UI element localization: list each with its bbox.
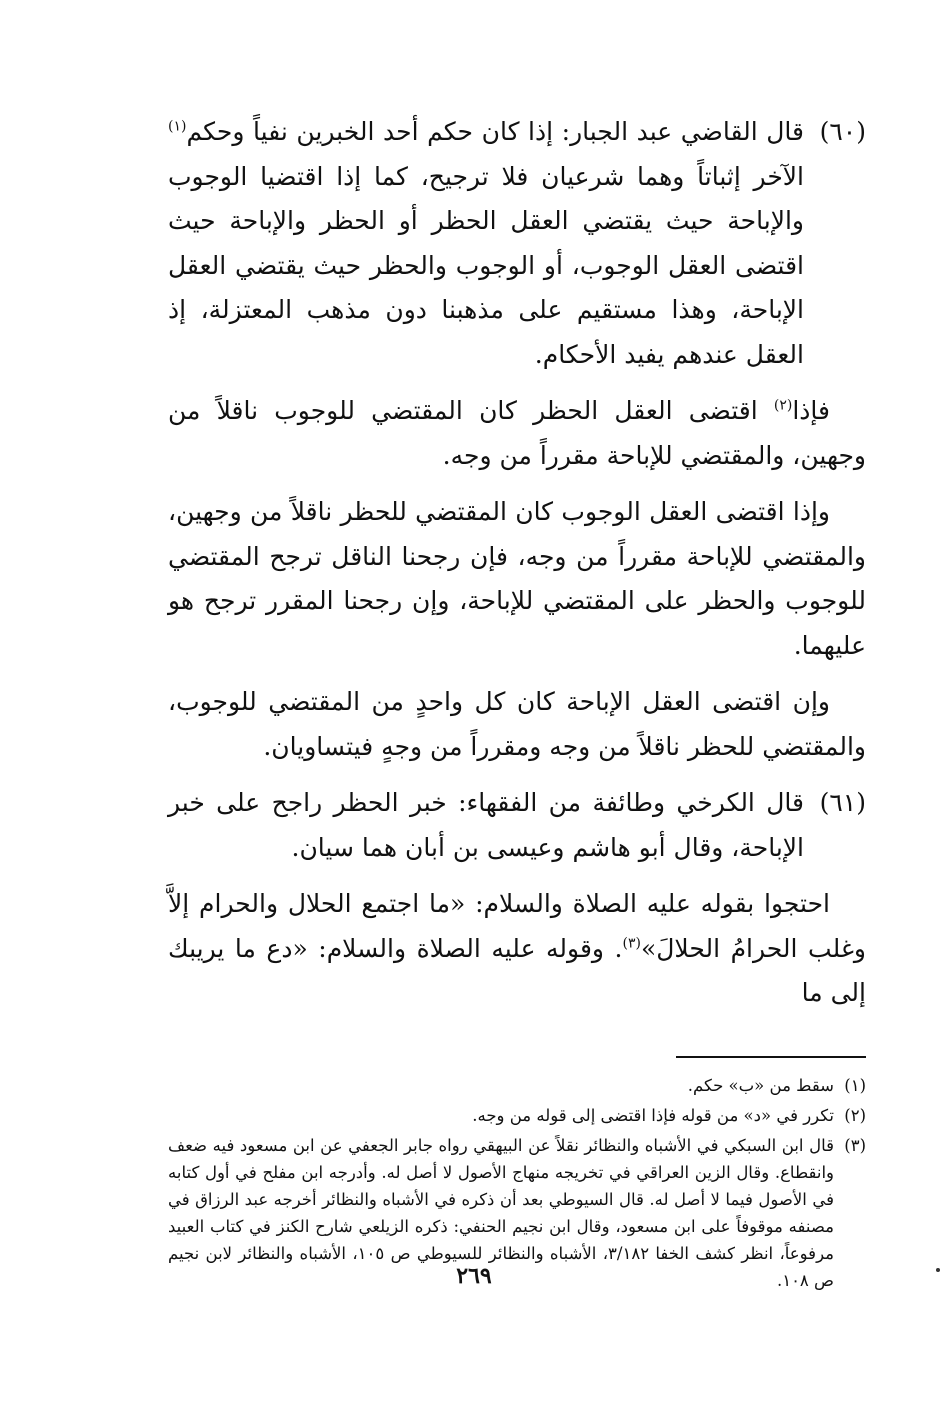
paragraph-text-continued: . وقوله عليه الصلاة والسلام: «دع ما يريبك إلى ما: [168, 933, 866, 1007]
footnote-1: [168, 1072, 866, 1099]
entry-number: (٦٠): [819, 117, 866, 146]
entry-text-continued: الآخر إثباتاً وهما شرعيان فلا ترجيح، كما إذا اقتضيا الوجوب والإباحة حيث يقتضي العقل الحظر أو الحظر والإباحة حيث اقتضى العقل الوجوب، أو الوجوب والحظر حيث يقتضي العقل الإباحة، وهذا مستقيم على مذهبنا دون مذهب المعتزلة، إذ العقل عندهم يفيد الأحكام.: [168, 161, 804, 369]
paragraph-1: [168, 389, 866, 478]
footnote-number: (٢): [844, 1105, 866, 1125]
entry-number: (٦١): [819, 788, 866, 817]
footnote-text: قال ابن السبكي في الأشباه والنظائر نقلاً عن البيهقي رواه جابر الجعفي عن ابن مسعود فيه ضعف وانقطاع. وقال الزين العراقي في تخريجه منهاج الأصول لا أصل له. وأدرجه ابن مفلح في أول كتابه في الأصول فيما لا أصل له. قال السيوطي بعد أن ذكره في الأشباه والنظائر أخرجه عبد الرزاق في مصنفه موقوفاً على ابن مسعود، وقال ابن نجيم الحنفي: ذكره الزيلعي شارح الكنز في كتاب العبيد مرفوعاً، انظر كشف الخفا ٣/١٨٢، الأشباه والنظائر للسيوطي ص ١٠٥، الأشباه والنظائر لابن نجيم ص ١٠٨.: [168, 1135, 835, 1290]
footnote-number: (٣): [844, 1135, 866, 1155]
footnote-text: تكرر في «د» من قوله فإذا اقتضى إلى قوله من وجه.: [472, 1105, 834, 1125]
footnote-number: (١): [844, 1075, 866, 1095]
footnote-separator: [676, 1056, 866, 1058]
footnote-2: [168, 1102, 866, 1129]
paragraph-text: اقتضى العقل الحظر كان المقتضي للوجوب ناقلاً من وجهين، والمقتضي للإباحة مقرراً من وجه.: [168, 396, 866, 470]
entry-60: [168, 110, 866, 377]
page-number: ٢٦٩: [456, 1263, 492, 1289]
footnote-ref[interactable]: (٣): [622, 935, 641, 952]
footnote-ref[interactable]: (١): [168, 118, 187, 135]
page-content: [168, 110, 866, 1297]
paragraph-text: احتجوا بقوله عليه الصلاة والسلام: «ما اجتمع الحلال والحرام إلاَّ وغلب الحرامُ الحلالَ»: [168, 889, 866, 963]
paragraph-3: وإن اقتضى العقل الإباحة كان كل واحدٍ من المقتضي للوجوب، والمقتضي للحظر ناقلاً من وجه ومقرراً من وجهٍ فيتساويان.: [168, 687, 866, 761]
entry-text: قال الكرخي وطائفة من الفقهاء: خبر الحظر راجح على خبر الإباحة، وقال أبو هاشم وعيسى بن أبان هما سيان.: [168, 788, 804, 862]
entry-text: قال القاضي عبد الجبار: إذا كان حكم أحد الخبرين نفياً وحكم: [186, 117, 804, 146]
paragraph-lead: فإذا: [792, 396, 830, 425]
main-text: [168, 110, 866, 1016]
scan-mark: [936, 1268, 940, 1272]
footnote-ref[interactable]: (٢): [773, 397, 793, 414]
footnote-text: سقط من «ب» حكم.: [687, 1075, 834, 1095]
entry-61: [168, 781, 866, 870]
paragraph-2: وإذا اقتضى العقل الوجوب كان المقتضي للحظر ناقلاً من وجهين، والمقتضي للإباحة مقرراً من وجه، فإن رجحنا الناقل ترجح المقتضي للوجوب والحظر على المقتضي للإباحة، وإن رجحنا المقرر ترجح هو عليهما.: [168, 497, 866, 660]
footnotes: [168, 1072, 866, 1294]
paragraph-4: [168, 882, 866, 1016]
